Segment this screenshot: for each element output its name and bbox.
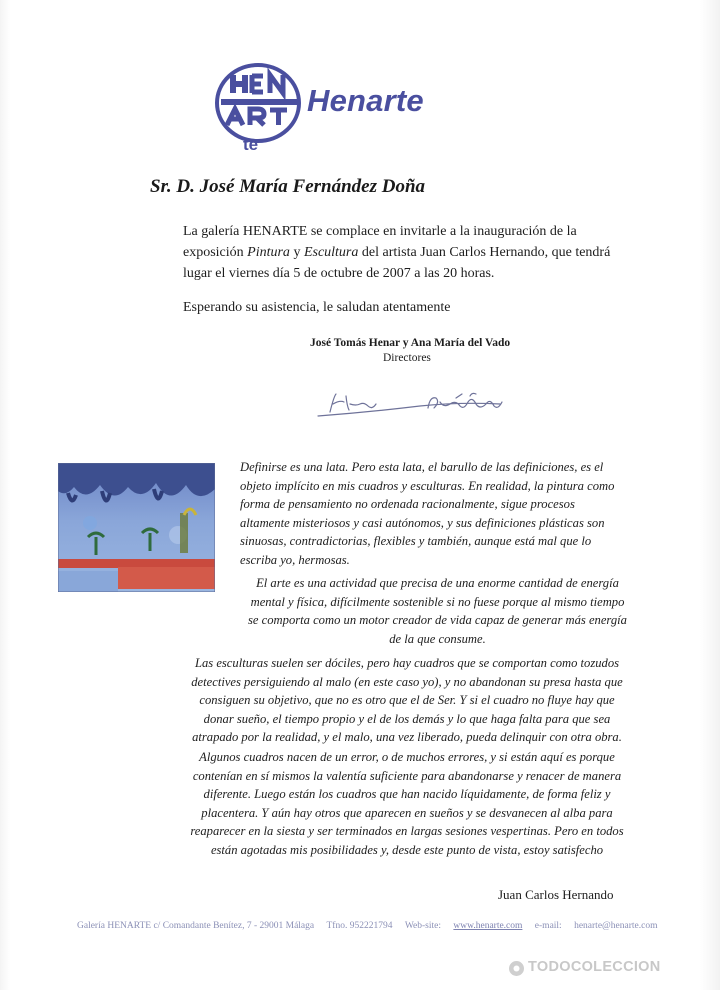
- invitation-line: lugar el viernes día 5 de octubre de 2007 a las 20 horas.: [183, 266, 495, 281]
- footer-contact: [77, 921, 658, 931]
- watermark-logo-icon: [508, 960, 525, 977]
- invitation-line: [183, 242, 623, 263]
- statement-line: placentera. Y aún hay otros que aparecen en sueños y se desvanecen al alba para: [201, 805, 613, 820]
- statement-paragraph: [240, 458, 635, 570]
- henarte-emblem-icon: [215, 63, 305, 155]
- invitation-text-fragment: del artista Juan Carlos Hernando, que tendrá: [358, 245, 611, 260]
- exhibition-title-part: Escultura: [303, 245, 359, 260]
- recipient-salutation: Sr. D. José María Fernández Doña: [150, 176, 426, 197]
- statement-line: mental y física, difícilmente sostenible si no fuese porque al mismo tiempo: [250, 594, 625, 609]
- statement-line: reaparecer en la siesta y ser terminados en largas sesiones vespertinas. Pero en todos: [190, 824, 624, 839]
- statement-line: El arte es una actividad que precisa de una enorme cantidad de energía: [256, 576, 619, 590]
- statement-line: detectives persiguiendo al malo (en este caso yo), y no abandonan su presa hasta que: [191, 674, 623, 689]
- statement-paragraph: [177, 654, 637, 747]
- statement-line: altamente misteriosos y casi autónomos, y sus definiciones plásticas son: [240, 515, 605, 530]
- farewell-line: Esperando su asistencia, le saludan atentamente: [183, 300, 451, 315]
- statement-line: consiguen su objetivo, que no es otro que el de Ser. Y si el cuadro no fluye hay que: [199, 693, 615, 708]
- statement-paragraph: [240, 574, 635, 648]
- statement-paragraph: [177, 748, 637, 860]
- footer-web: [405, 921, 523, 931]
- invitation-text-fragment: exposición: [183, 245, 248, 260]
- statement-line: contenían en sí mismos la valentía suficiente para abandonarse y renacer de manera: [192, 768, 622, 783]
- statement-line: Las esculturas suelen ser dóciles, pero hay cuadros que se comportan como tozudos: [194, 656, 620, 670]
- statement-line: forma de pensamiento no ordenada racionalmente, sigue procesos: [240, 497, 575, 512]
- statement-line: objeto implícito en mis cuadros y esculturas. En realidad, la pintura como: [240, 478, 615, 493]
- statement-line: donar sueño, el tiempo propio y el de los demás y lo que haga falta para que sea: [203, 711, 611, 726]
- invitation-text-fragment: y: [289, 245, 304, 260]
- author-name: Juan Carlos Hernando: [498, 887, 614, 902]
- henarte-logo: [215, 63, 485, 158]
- handwritten-signatures: [300, 382, 530, 427]
- statement-line: Algunos cuadros nacen de un error, o de muchos errores, y si están aquí es porque: [199, 750, 615, 764]
- statement-line: Definirse es una lata. Pero esta lata, el barullo de las definiciones, es el: [240, 460, 604, 474]
- directors-names: José Tomás Henar y Ana María del Vado: [310, 337, 511, 349]
- footer-web-label: Web-site:: [404, 921, 442, 931]
- invitation-text: [183, 221, 623, 284]
- footer-web-link[interactable]: www.henarte.com: [453, 921, 523, 931]
- footer-email-address[interactable]: henarte@henarte.com: [574, 921, 658, 931]
- watermark-text: TODOCOLECCION: [528, 959, 661, 975]
- statement-line: de la que consume.: [389, 631, 486, 646]
- invitation-line: La galería HENARTE se complace en invitarle a la inauguración de la: [183, 224, 577, 239]
- directors-role: Directores: [383, 352, 431, 364]
- footer-phone: Tfno. 952221794: [326, 921, 393, 931]
- statement-line: sinuosas, contradictorias, flexibles y también, aunque está mal que lo: [240, 534, 592, 549]
- logo-sub-letters: te: [243, 135, 259, 154]
- statement-line: atrapado por la realidad, y el malo, una vez liberado, pueda delinquir con otra obra.: [192, 730, 622, 745]
- artwork-thumbnail: [58, 463, 215, 592]
- footer-email-label: e-mail:: [534, 921, 562, 931]
- statement-line: diferente. Luego están los cuadros que han nacido líquidamente, de forma feliz y: [203, 787, 611, 802]
- statement-line: se comporta como un motor creador de vida capaz de generar más energía: [248, 613, 627, 628]
- footer-email: [535, 921, 658, 931]
- exhibition-title-part: Pintura: [247, 245, 290, 260]
- statement-line: escriba yo, hermosas.: [240, 552, 350, 567]
- statement-line: están agotadas mis posibilidades y, desde este punto de vista, estoy satisfecho: [210, 842, 604, 857]
- footer-address: Galería HENARTE c/ Comandante Benítez, 7 - 29001 Málaga: [77, 921, 315, 931]
- brand-name: Henarte: [307, 83, 424, 118]
